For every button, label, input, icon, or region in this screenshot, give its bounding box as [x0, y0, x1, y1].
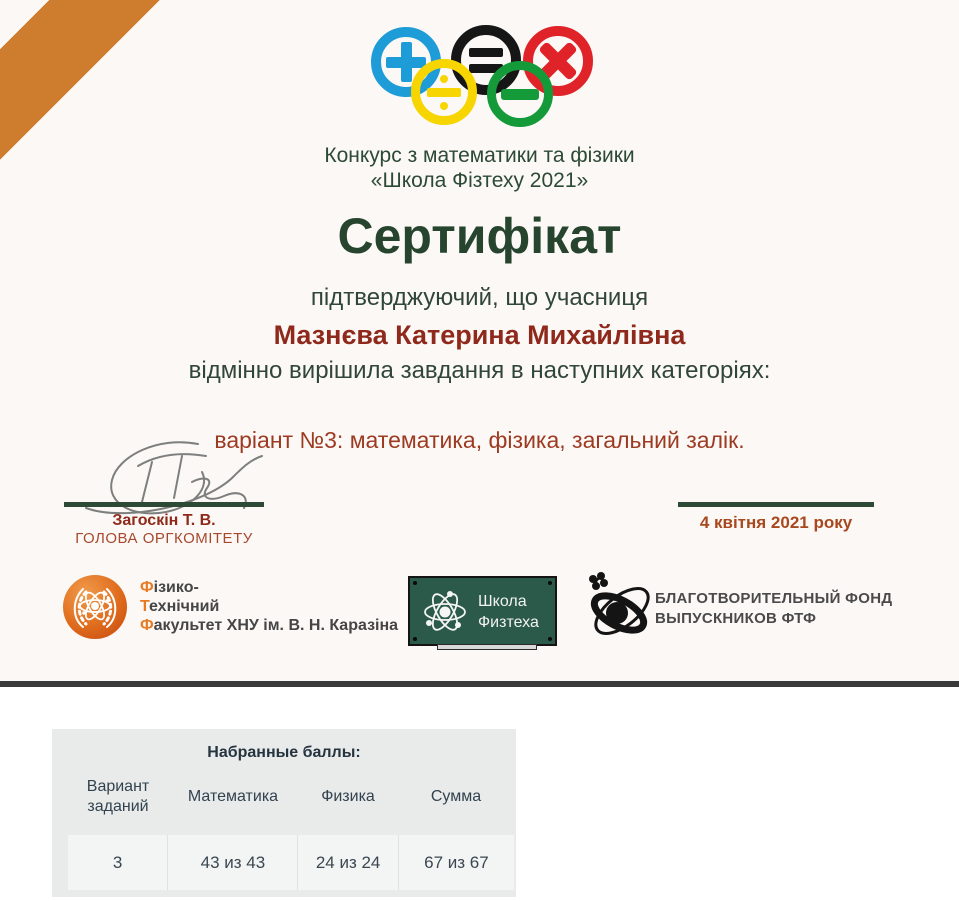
cell-math-score: 43 из 43: [167, 835, 297, 890]
table-row: [68, 835, 514, 890]
section-divider: [0, 681, 959, 687]
board-screw-icon: [548, 581, 552, 585]
cell-variant: 3: [112, 852, 123, 872]
handwritten-signature: [80, 436, 290, 520]
column-header-physics: Физика: [321, 788, 375, 805]
signer-name: Загоскін Т. В.: [112, 512, 216, 529]
school-chalkboard-logo: [408, 576, 557, 646]
math-olympic-rings-logo: [358, 24, 602, 140]
certificate-subtitle: підтверджуючий, що учасниця: [310, 284, 649, 311]
certificate-date: 4 квітня 2021 року: [699, 513, 853, 532]
board-screw-icon: [413, 581, 417, 585]
contest-name-line1: Конкурс з математики та фізики: [324, 144, 635, 167]
corner-ribbon: [0, 0, 230, 230]
fund-name: БЛАГОТВОРИТЕЛЬНЫЙ ФОНД ВЫПУСКНИКОВ ФТФ: [655, 590, 893, 627]
faculty-line2: Технічний: [140, 598, 220, 615]
fund-atom-icon: [584, 567, 656, 651]
scores-table: [52, 729, 516, 897]
board-screw-icon: [548, 637, 552, 641]
participant-name: Мазнєва Катерина Михайлівна: [273, 320, 686, 350]
certificate-title: Сертифікат: [337, 208, 622, 264]
faculty-emblem-icon: [63, 575, 127, 639]
school-name: Школа Физтеха: [478, 593, 539, 631]
variant-line: варіант №3: математика, фізика, загальний залік.: [214, 427, 745, 453]
date-rule: [678, 502, 874, 507]
minus-ring-icon: [487, 61, 553, 127]
cell-physics-score: 24 из 24: [297, 835, 397, 890]
column-header-sum: Сумма: [430, 788, 482, 805]
scores-table-header: [68, 769, 514, 825]
column-header-math: Математика: [187, 788, 279, 805]
faculty-line3: Факультет ХНУ ім. В. Н. Каразіна: [140, 617, 399, 634]
atom-icon: [420, 587, 470, 637]
contest-name-line2: «Школа Фізтеху 2021»: [370, 169, 589, 192]
column-header-variant: Вариант заданий: [86, 778, 150, 815]
cell-sum-score: 67 из 67: [398, 835, 514, 890]
achievement-line: відмінно вирішила завдання в наступних категоріях:: [188, 357, 771, 384]
faculty-line1: Фізико-: [140, 579, 199, 596]
board-screw-icon: [413, 637, 417, 641]
signature-rule: [64, 502, 264, 507]
divide-ring-icon: [411, 59, 477, 125]
chalkboard-tray: [437, 644, 537, 650]
faculty-name: [140, 578, 398, 635]
signer-role: ГОЛОВА ОРГКОМІТЕТУ: [75, 530, 253, 547]
scores-table-title: Набранные баллы:: [207, 744, 361, 761]
